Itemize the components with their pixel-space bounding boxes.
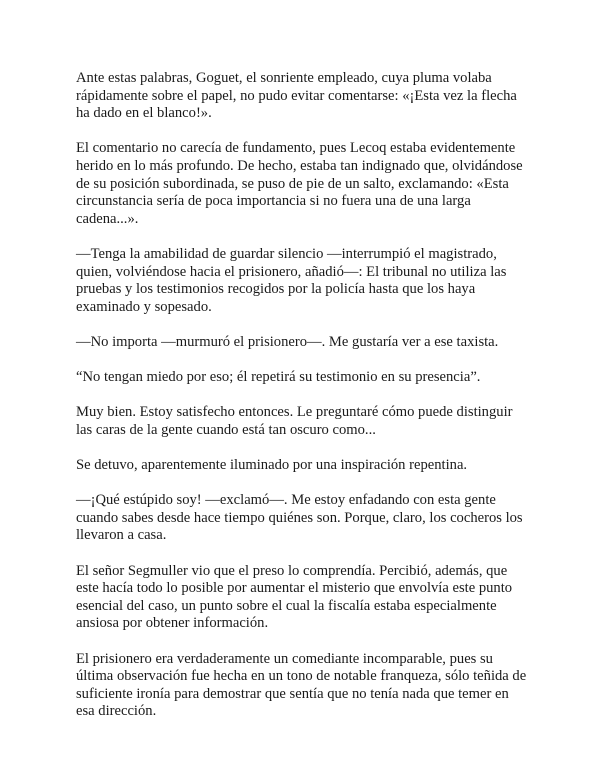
paragraph: —No importa —murmuró el prisionero—. Me gustaría ver a ese taxista.	[76, 333, 499, 350]
document-body	[76, 70, 528, 739]
paragraph: Se detuvo, aparentemente iluminado por una inspiración repentina.	[76, 457, 468, 474]
paragraph: —¡Qué estúpido soy! —exclamó—. Me estoy enfadando con esta gente cuando sabes desde hace tiempo quiénes son. Porque, claro, los cocheros los llevaron a casa.	[76, 492, 523, 544]
paragraph: El comentario no carecía de fundamento, pues Lecoq estaba evidentemente herido en lo más profundo. De hecho, estaba tan indignado que, olvidándose de su posición subordinada, se puso de pie de un salto, exclamando: «Esta circunstancia sería de poca importancia si no fuera una de una larga cadena...».	[76, 140, 523, 227]
paragraph: —Tenga la amabilidad de guardar silencio —interrumpió el magistrado, quien, volviéndose hacia el prisionero, añadió—: El tribunal no utiliza las pruebas y los testimonios recogidos por la policía hasta que los haya examinado y sopesado.	[76, 245, 507, 315]
paragraph: “No tengan miedo por eso; él repetirá su testimonio en su presencia”.	[76, 369, 481, 386]
paragraph: Muy bien. Estoy satisfecho entonces. Le preguntaré cómo puede distinguir las caras de la gente cuando está tan oscuro como...	[76, 404, 513, 438]
paragraph: El prisionero era verdaderamente un comediante incomparable, pues su última observación fue hecha en un tono de notable franqueza, sólo teñida de suficiente ironía para demostrar que sentía que no tenía nada que temer en esa dirección.	[76, 650, 527, 720]
paragraph: Ante estas palabras, Goguet, el sonriente empleado, cuya pluma volaba rápidamente sobre el papel, no pudo evitar comentarse: «¡Esta vez la flecha ha dado en el blanco!».	[76, 70, 517, 122]
paragraph: El señor Segmuller vio que el preso lo comprendía. Percibió, además, que este hacía todo lo posible por aumentar el misterio que envolvía este punto esencial del caso, un punto sobre el cual la fiscalía estaba especialmente ansiosa por obtener información.	[76, 562, 513, 632]
